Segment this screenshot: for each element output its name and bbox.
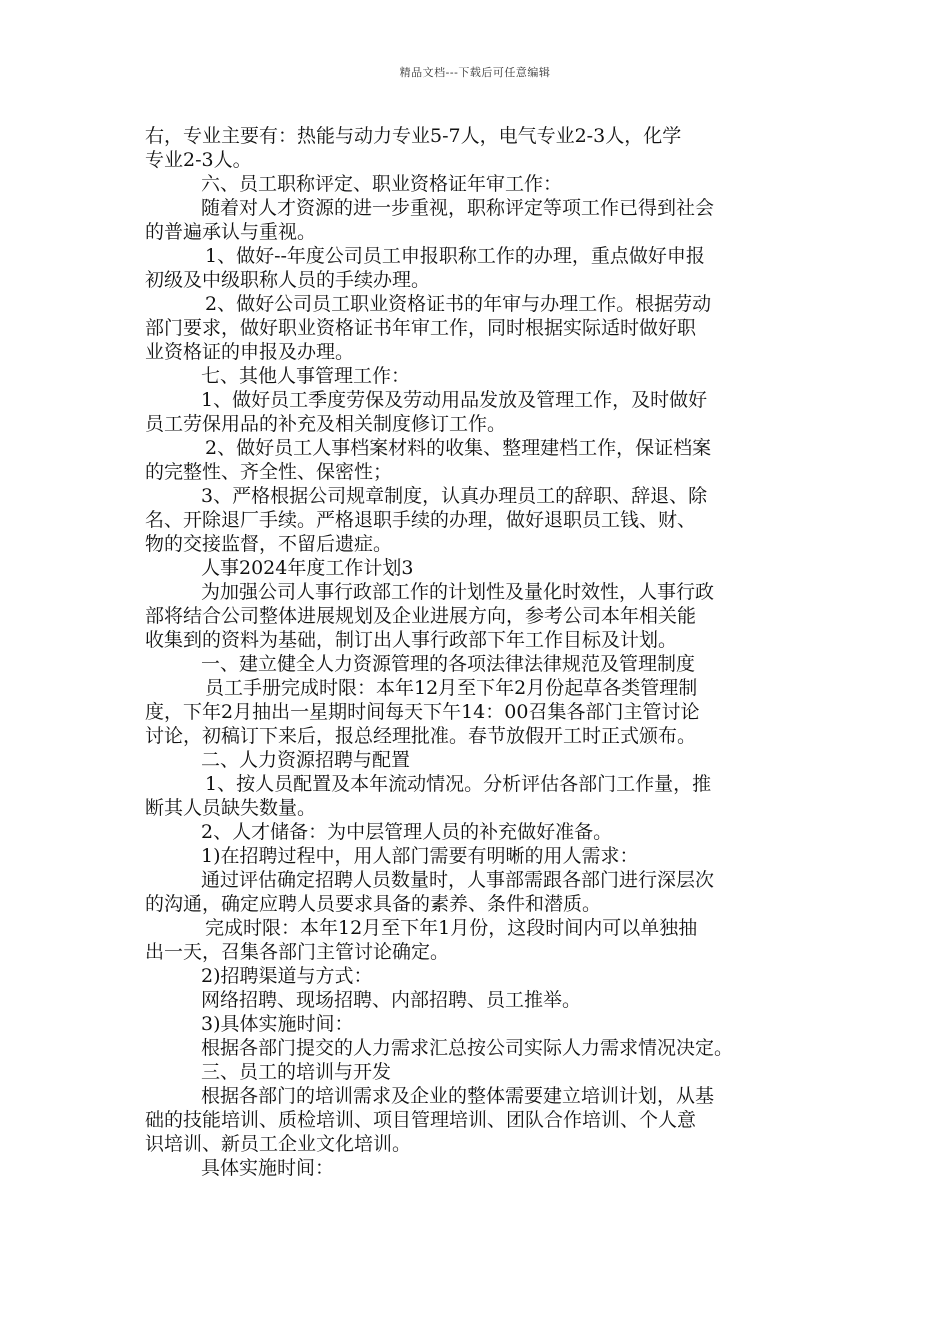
text-line: 收集到的资料为基础，制订出人事行政部下年工作目标及计划。 bbox=[145, 629, 678, 651]
text-line: 六、员工职称评定、职业资格证年审工作： bbox=[201, 173, 563, 195]
text-line: 人事2024年度工作计划3 bbox=[201, 557, 414, 579]
text-line: 讨论，初稿订下来后，报总经理批准。春节放假开工时正式颁布。 bbox=[145, 725, 697, 747]
text-line: 2、人才储备：为中层管理人员的补充做好准备。 bbox=[201, 821, 613, 843]
text-line: 二、人力资源招聘与配置 bbox=[201, 749, 411, 771]
text-line: 专业2-3人。 bbox=[145, 149, 252, 171]
text-line: 3)具体实施时间： bbox=[201, 1013, 354, 1035]
text-line: 名、开除退厂手续。严格退职手续的办理，做好退职员工钱、财、 bbox=[145, 509, 697, 531]
text-line: 员工手册完成时限：本年12月至下年2月份起草各类管理制 bbox=[205, 677, 698, 699]
text-line: 右，专业主要有：热能与动力专业5-7人，电气专业2-3人，化学 bbox=[145, 125, 682, 147]
text-line: 为加强公司人事行政部工作的计划性及量化时效性，人事行政 bbox=[201, 581, 715, 603]
text-line: 通过评估确定招聘人员数量时，人事部需跟各部门进行深层次 bbox=[201, 869, 715, 891]
text-line: 的完整性、齐全性、保密性； bbox=[145, 461, 393, 483]
text-line: 2)招聘渠道与方式： bbox=[201, 965, 373, 987]
text-line: 根据各部门提交的人力需求汇总按公司实际人力需求情况决定。 bbox=[201, 1037, 734, 1059]
text-line: 础的技能培训、质检培训、项目管理培训、团队合作培训、个人意 bbox=[145, 1109, 697, 1131]
page-header: 精品文档---下载后可任意编辑 bbox=[399, 66, 551, 79]
text-line: 部将结合公司整体进展规划及企业进展方向，参考公司本年相关能 bbox=[145, 605, 697, 627]
text-line: 部门要求，做好职业资格证书年审工作，同时根据实际适时做好职 bbox=[145, 317, 697, 339]
text-line: 度，下年2月抽出一星期时间每天下午14：00召集各部门主管讨论 bbox=[145, 701, 700, 723]
document-body bbox=[145, 124, 825, 1180]
text-line: 1、做好员工季度劳保及劳动用品发放及管理工作，及时做好 bbox=[201, 389, 708, 411]
text-line: 3、严格根据公司规章制度，认真办理员工的辞职、辞退、除 bbox=[201, 485, 708, 507]
text-line: 初级及中级职称人员的手续办理。 bbox=[145, 269, 431, 291]
text-line: 识培训、新员工企业文化培训。 bbox=[145, 1133, 412, 1155]
text-line: 物的交接监督，不留后遗症。 bbox=[145, 533, 393, 555]
text-line: 的沟通，确定应聘人员要求具备的素养、条件和潜质。 bbox=[145, 893, 602, 915]
text-line: 2、做好公司员工职业资格证书的年审与办理工作。根据劳动 bbox=[205, 293, 712, 315]
text-line: 随着对人才资源的进一步重视，职称评定等项工作已得到社会 bbox=[201, 197, 715, 219]
text-line: 七、其他人事管理工作： bbox=[201, 365, 411, 387]
text-line: 一、建立健全人力资源管理的各项法律法律规范及管理制度 bbox=[201, 653, 696, 675]
text-line: 三、员工的培训与开发 bbox=[201, 1061, 392, 1083]
text-line: 完成时限：本年12月至下年1月份，这段时间内可以单独抽 bbox=[205, 917, 698, 939]
text-line: 出一天，召集各部门主管讨论确定。 bbox=[145, 941, 450, 963]
text-line: 1、做好--年度公司员工申报职称工作的办理，重点做好申报 bbox=[205, 245, 705, 267]
text-line: 业资格证的申报及办理。 bbox=[145, 341, 355, 363]
text-line: 1、按人员配置及本年流动情况。分析评估各部门工作量，推 bbox=[205, 773, 712, 795]
text-line: 具体实施时间： bbox=[201, 1157, 335, 1179]
text-line: 断其人员缺失数量。 bbox=[145, 797, 317, 819]
text-line: 1)在招聘过程中，用人部门需要有明晰的用人需求： bbox=[201, 845, 639, 867]
text-line: 的普遍承认与重视。 bbox=[145, 221, 317, 243]
text-line: 网络招聘、现场招聘、内部招聘、员工推举。 bbox=[201, 989, 582, 1011]
text-line: 员工劳保用品的补充及相关制度修订工作。 bbox=[145, 413, 507, 435]
text-line: 2、做好员工人事档案材料的收集、整理建档工作，保证档案 bbox=[205, 437, 712, 459]
text-line: 根据各部门的培训需求及企业的整体需要建立培训计划，从基 bbox=[201, 1085, 715, 1107]
